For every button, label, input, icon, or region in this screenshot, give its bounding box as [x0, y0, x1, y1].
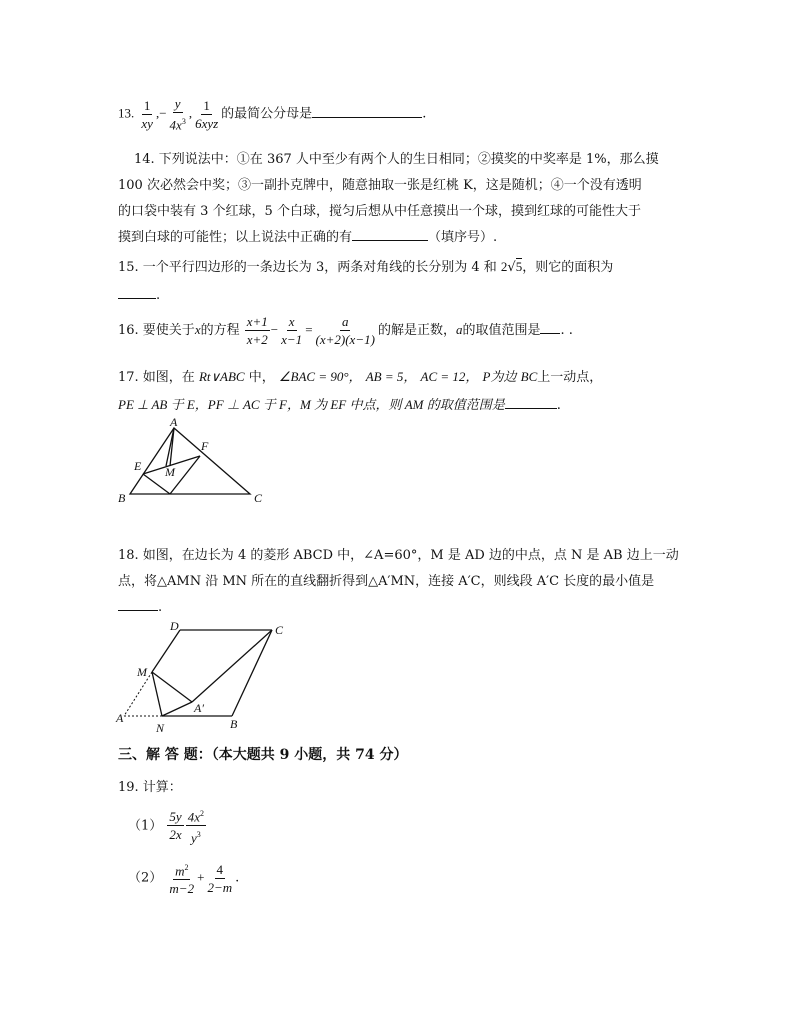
label-d: D: [170, 619, 179, 633]
q18-line-1: 18. 如图，在边长为 4 的菱形 ABCD 中，∠A=60°，M 是 AD 边的中点，点 N 是 AB 边上一动: [118, 548, 679, 563]
q18-line-2: 点，将△AMN 沿 MN 所在的直线翻折得到△A′MN，连接 A′C，则线段 A′C 长度的最小值是: [118, 574, 655, 589]
question-16: 16. 要使关于x的方程 $\frac{x+1}{x+2}$ − $\frac{x}{x-1}$ = $\frac{a}{(x+2)(x-1)}$ 的解是正数，a的取值范围是 . .: [118, 314, 573, 347]
q19-p2-fraction-1: $\frac{m^2}{m-2}$: [167, 860, 196, 896]
q13-number: 13.: [118, 105, 135, 121]
q19-title: 19. 计算：: [118, 780, 182, 795]
q17-line-1: 17. 如图，在 Rt∨ABC 中， ∠BAC = 90°， AB = 5， AC = 12， P为边 BC上一动点，: [118, 369, 603, 385]
label-f: F: [201, 439, 209, 453]
q13-fraction-2: $\frac{y}{4x^3}$: [169, 96, 186, 133]
sqrt-icon: √: [507, 260, 516, 275]
label-m: M: [165, 465, 175, 479]
q14-answer-blank: [352, 228, 428, 241]
q13-answer-blank: [312, 105, 422, 118]
q15-radicand: 5: [515, 259, 523, 274]
label-m: M: [137, 665, 147, 679]
segment-a1c: [192, 630, 272, 702]
q17-triangle-figure: [110, 416, 270, 508]
label-a: A: [170, 416, 178, 429]
q17-line-2: PE ⊥ AB 于 E，PF ⊥ AC 于 F，M 为 EF 中点，则 AM 的取值范围是 .: [118, 397, 561, 413]
segment-na1: [162, 702, 192, 716]
label-e: E: [134, 459, 142, 473]
q14-line-4: 摸到白球的可能性；以上说法中正确的有 （填序号）.: [118, 230, 498, 245]
q15-answer-blank: [118, 286, 156, 299]
q17-answer-blank: [505, 396, 557, 409]
q18-rhombus-figure: [110, 616, 296, 738]
q19-p1-fraction-2: $\frac{4x^2}{y^3}$: [186, 806, 206, 846]
q15-line-2: .: [118, 286, 160, 303]
label-a: A: [116, 711, 124, 725]
q19-p2-fraction-2: $\frac{4}{2-m}$: [207, 861, 233, 895]
q13-fraction-1: $\frac{1}{xy}$: [141, 97, 153, 131]
q15-sqrt-coef: 2: [500, 259, 508, 274]
q13-fraction-3: $\frac{1}{\text{6xyz}}$: [195, 97, 219, 131]
question-13: 13. $\frac{1}{xy}$ ,− $\frac{y}{4x^3}$ , $\frac{1}{\text{6xyz}}$ 的最简公分母是 .: [118, 96, 427, 133]
q19-part-2: （2） $\frac{m^2}{m-2}$ + $\frac{4}{2-m}$ .: [128, 861, 240, 897]
label-b: B: [118, 491, 126, 505]
q18-answer-blank: [118, 598, 158, 611]
label-c: C: [254, 491, 263, 505]
label-c: C: [275, 623, 284, 637]
q13-text: 的最简公分母是: [221, 106, 313, 122]
side-cb: [232, 630, 272, 716]
q15-line-1: 15. 一个平行四边形的一条边长为 3，两条对角线的长分别为 4 和 2√5，则它的面积为: [118, 259, 614, 275]
section-3-heading: 三、解 答 题：（本大题共 9 小题，共 74 分）: [118, 747, 408, 763]
q16-fraction-3: $\frac{a}{(x+2)(x-1)}$: [315, 314, 375, 347]
q18-line-3: .: [118, 598, 162, 615]
q14-line-3: 的口袋中装有 3 个红球，5 个白球，搅匀后想从中任意摸出一个球，摸到红球的可能性大于: [118, 204, 641, 219]
label-a-prime: A′: [194, 701, 204, 715]
q16-answer-blank: [540, 321, 560, 334]
q16-fraction-2: $\frac{x}{x-1}$: [281, 314, 303, 347]
label-b: B: [230, 717, 238, 731]
label-n: N: [156, 721, 165, 735]
q16-fraction-1: $\frac{x+1}{x+2}$: [246, 314, 268, 347]
q19-part-1: （1） $\frac{5y}{2x}$ $\frac{4x^2}{y^3}$: [128, 806, 207, 846]
q14-line-2: 100 次必然会中奖；③一副扑克牌中，随意抽取一张是红桃 K，这是随机；④一个没有透明: [118, 178, 642, 193]
q19-p1-fraction-1: $\frac{5y}{2x}$: [169, 809, 182, 843]
q14-line-1: 14. 下列说法中：①在 367 人中至少有两个人的生日相同；②摸奖的中奖率是 1%，那么摸: [134, 152, 659, 167]
triangle-abc: [130, 428, 250, 494]
side-dm: [152, 630, 180, 672]
